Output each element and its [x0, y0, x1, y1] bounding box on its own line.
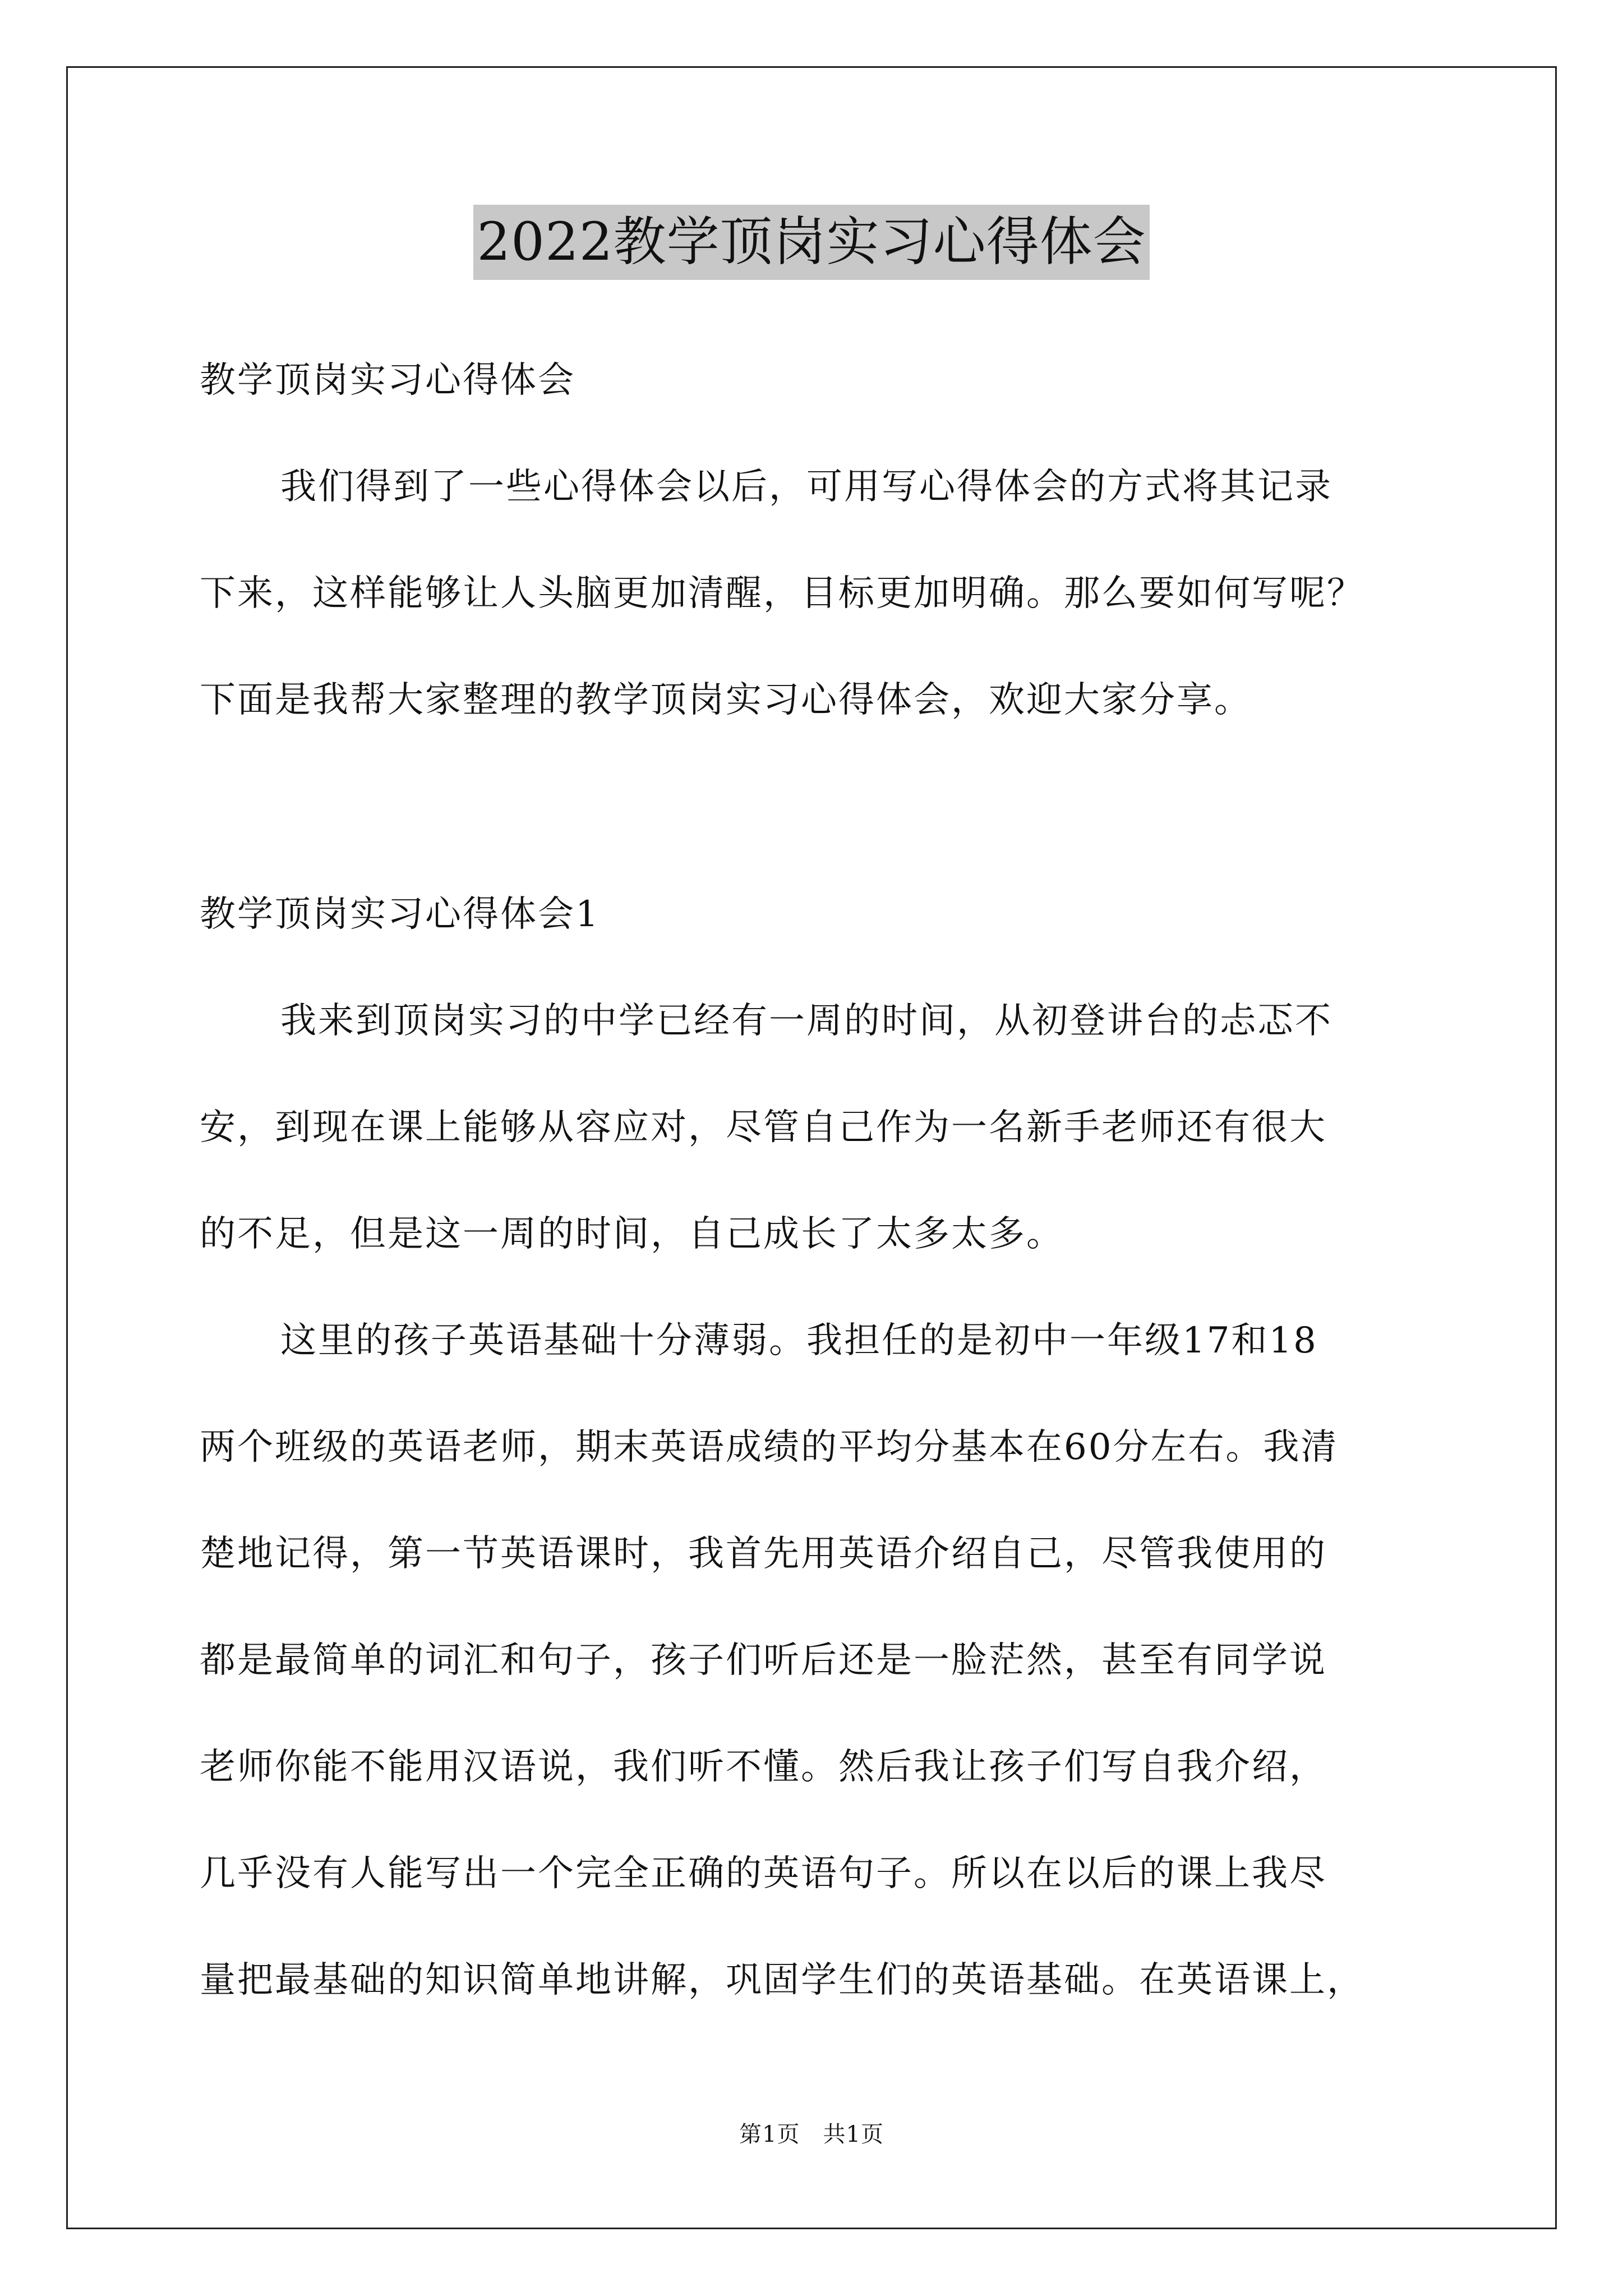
paragraph-2-line: 楚地记得，第一节英语课时，我首先用英语介绍自己，尽管我使用的 [200, 1533, 1327, 1575]
paragraph-1-line: 的不足，但是这一周的时间，自己成长了太多太多。 [200, 1213, 1064, 1255]
page-footer: 第1页 共1页 [739, 2122, 884, 2147]
paragraph-2-line: 几乎没有人能写出一个完全正确的英语句子。所以在以后的课上我尽 [200, 1853, 1327, 1894]
paragraph-2-line: 两个班级的英语老师，期末英语成绩的平均分基本在60分左右。我清 [200, 1427, 1339, 1468]
paragraph-2-line: 都是最简单的词汇和句子，孩子们听后还是一脸茫然，甚至有同学说 [200, 1640, 1327, 1681]
intro-line: 我们得到了一些心得体会以后，可用写心得体会的方式将其记录 [280, 466, 1332, 508]
intro-line: 下面是我帮大家整理的教学顶岗实习心得体会，欢迎大家分享。 [200, 679, 1252, 721]
intro-line: 下来，这样能够让人头脑更加清醒，目标更加明确。那么要如何写呢？ [200, 573, 1364, 614]
section-heading: 教学顶岗实习心得体会1 [200, 894, 600, 935]
paragraph-1-line: 我来到顶岗实习的中学已经有一周的时间，从初登讲台的忐忑不 [280, 1000, 1332, 1042]
document-title: 2022教学顶岗实习心得体会 [473, 205, 1149, 280]
paragraph-2-line: 这里的孩子英语基础十分薄弱。我担任的是初中一年级17和18 [280, 1320, 1318, 1361]
intro-heading: 教学顶岗实习心得体会 [200, 360, 575, 401]
paragraph-2-line: 量把最基础的知识简单地讲解，巩固学生们的英语基础。在英语课上， [200, 1959, 1364, 2001]
title-container [0, 205, 1623, 280]
paragraph-1-line: 安，到现在课上能够从容应对，尽管自己作为一名新手老师还有很大 [200, 1107, 1327, 1148]
paragraph-2-line: 老师你能不能用汉语说，我们听不懂。然后我让孩子们写自我介绍， [200, 1746, 1327, 1788]
